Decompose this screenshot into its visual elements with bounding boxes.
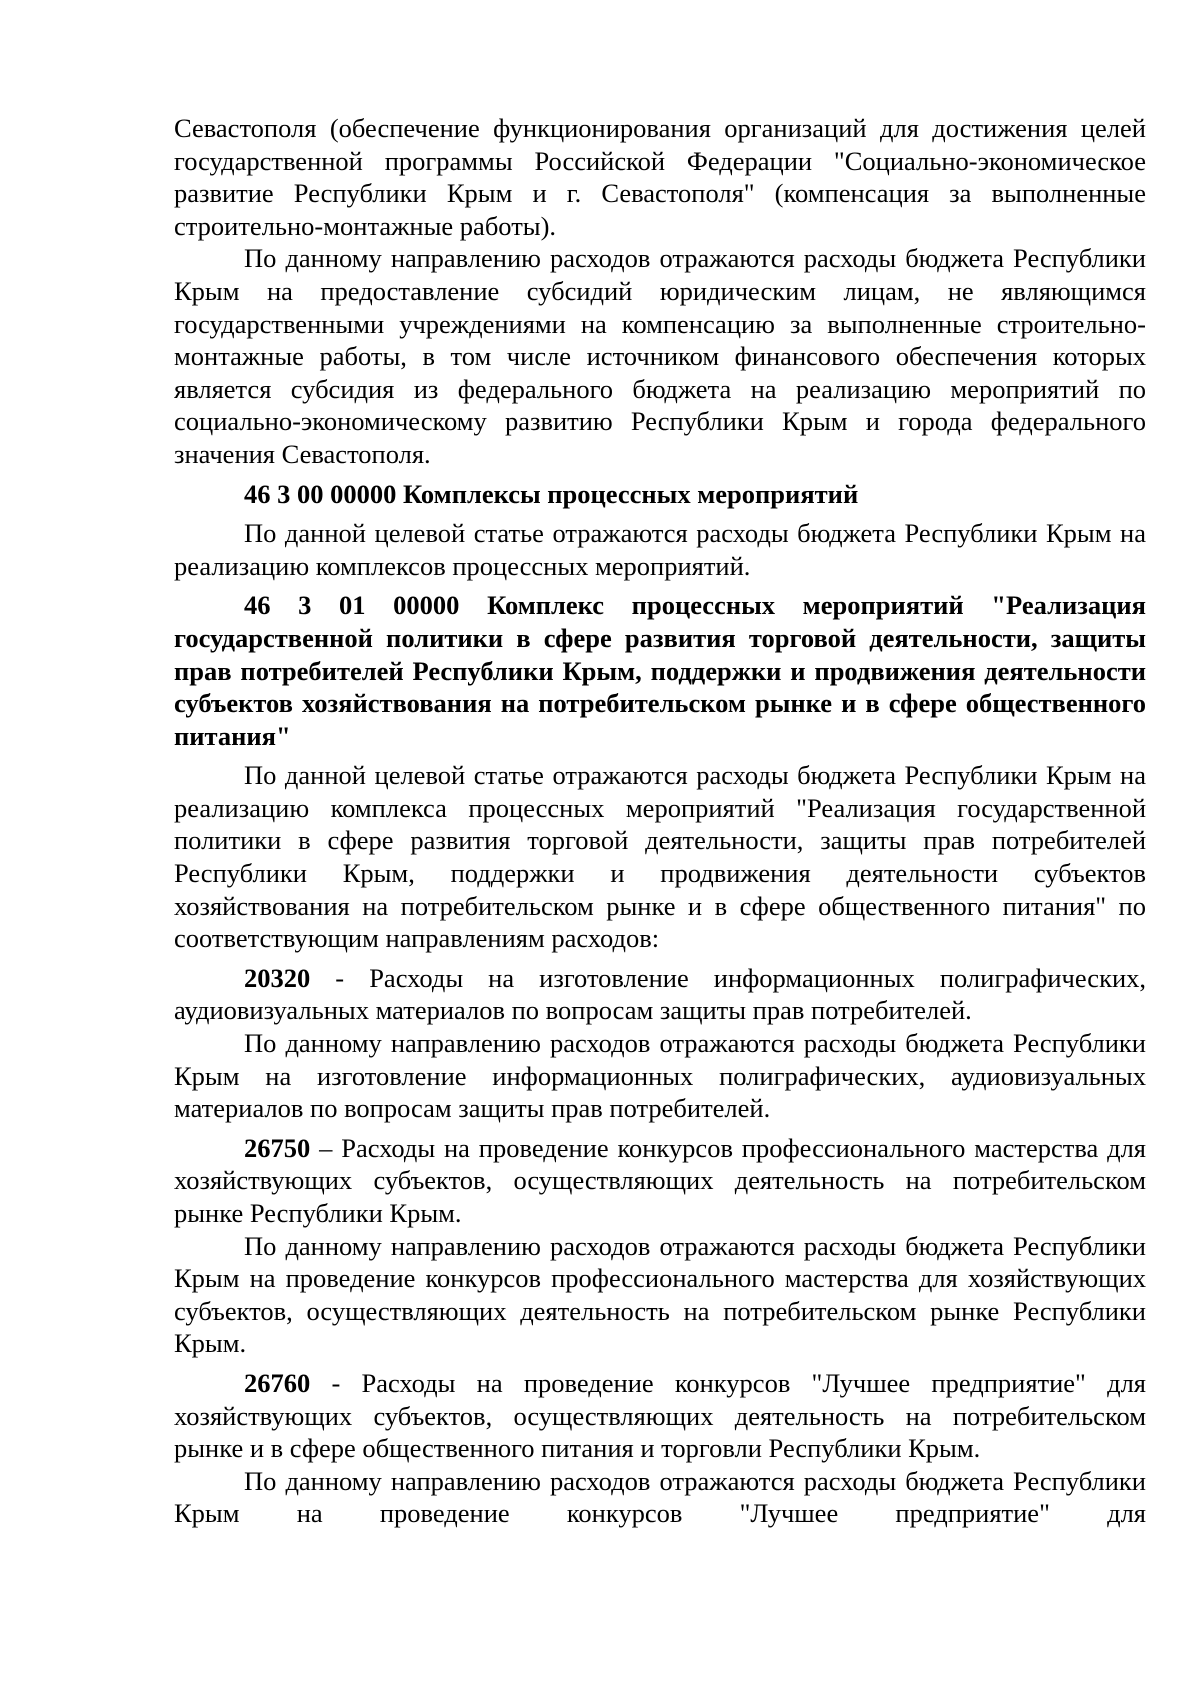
item-26760-description: По данному направлению расходов отражаются расходы бюджета Республики Крым на проведение конкурсов "Лучшее предприятие" для: [174, 1465, 1146, 1529]
paragraph-direction-description: По данному направлению расходов отражаются расходы бюджета Республики Крым на предоставление субсидий юридическим лицам, не являющимся государственными учреждениями на компенсацию за выполненные строительно-монтажные работы, в том числе источником финансового обеспечения которых является субсидия из федерального бюджета на реализацию мероприятий по социально-экономическому развитию Республики Крым и города федерального значения Севастополя.: [174, 243, 1146, 469]
expense-title: – Расходы на проведение конкурсов профессионального мастерства для хозяйствующих субъектов, осуществляющих деятельность на потребительском рынке Республики Крым.: [174, 1132, 1146, 1228]
item-20320-description: По данному направлению расходов отражаются расходы бюджета Республики Крым на изготовление информационных полиграфических, аудиовизуальных материалов по вопросам защиты прав потребителей.: [174, 1028, 1146, 1124]
document-page: [174, 112, 1146, 1530]
heading-target-article-46-3-00: 46 3 00 00000 Комплексы процессных мероприятий: [244, 478, 859, 509]
expense-code: 20320: [244, 962, 311, 993]
paragraph-target-article-description: По данной целевой статье отражаются расходы бюджета Республики Крым на реализацию комплексов процессных мероприятий.: [174, 518, 1146, 581]
paragraph-complex-description: По данной целевой статье отражаются расходы бюджета Республики Крым на реализацию комплекса процессных мероприятий "Реализация государственной политики в сфере развития торговой деятельности, защиты прав потребителей Республики Крым, поддержки и продвижения деятельности субъектов хозяйствования на потребительском рынке и в сфере общественного питания" по соответствующим направлениям расходов:: [174, 760, 1146, 954]
expense-title: - Расходы на изготовление информационных полиграфических, аудиовизуальных материалов по вопросам защиты прав потребителей.: [174, 962, 1146, 1026]
item-20320-title: [174, 962, 1146, 1027]
item-26750-description: По данному направлению расходов отражаются расходы бюджета Республики Крым на проведение конкурсов профессионального мастерства для хозяйствующих субъектов, осуществляющих деятельность на потребительском рынке Республики Крым.: [174, 1230, 1146, 1359]
item-26750-title: [174, 1132, 1146, 1230]
expense-code: 26750: [244, 1132, 311, 1163]
heading-target-article-46-3-01: 46 3 01 00000 Комплекс процессных мероприятий "Реализация государственной политики в сфере развития торговой деятельности, защиты прав потребителей Республики Крым, поддержки и продвижения деятельности субъектов хозяйствования на потребительском рынке и в сфере общественного питания": [174, 590, 1146, 751]
paragraph-continuation: Севастополя (обеспечение функционирования организаций для достижения целей государственной программы Российской Федерации "Социально-экономическое развитие Республики Крым и г. Севастополя" (компенсация за выполненные строительно-монтажные работы).: [174, 113, 1146, 241]
item-26760-title: [174, 1367, 1146, 1465]
expense-title: - Расходы на проведение конкурсов "Лучшее предприятие" для хозяйствующих субъектов, осуществляющих деятельность на потребительском рынке и в сфере общественного питания и торговли Республики Крым.: [174, 1367, 1146, 1464]
expense-code: 26760: [244, 1367, 311, 1398]
